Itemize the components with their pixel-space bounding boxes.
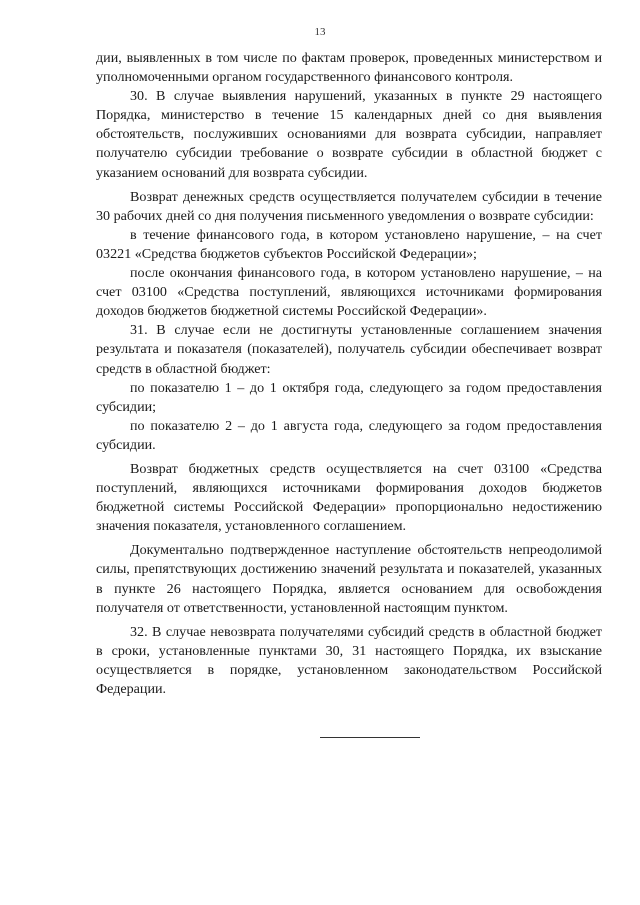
paragraph-item-31: 31. В случае если не достигнуты установленные соглашением значения результата и показателя (показателей), получатель субсидии обеспечивает возврат средств в областной бюджет: xyxy=(96,322,602,377)
paragraph-account-03221: в течение финансового года, в котором установлено нарушение, – на счет 03221 «Средства бюджетов субъектов Российской Федерации»; xyxy=(96,226,602,262)
paragraph-indicator-2: по показателю 2 – до 1 августа года, следующего за годом предоставления субсидии. xyxy=(96,417,602,453)
document-body xyxy=(96,49,602,699)
paragraph-item-32: 32. В случае невозврата получателями субсидий средств в областной бюджет в сроки, установленные пунктами 30, 31 настоящего Порядка, их взыскание осуществляется в порядке, установленном законодательством Российской Федерации. xyxy=(96,623,602,697)
paragraph-continuation: дии, выявленных в том числе по фактам проверок, проведенных министерством и уполномоченными органом государственного финансового контроля. xyxy=(96,50,602,86)
paragraph-force-majeure: Документально подтвержденное наступление обстоятельств непреодолимой силы, препятствующих достижению значений результата и показателей, указанных в пункте 26 настоящего Порядка, является основанием для освобождения получателя от ответственности, установленной настоящим пунктом. xyxy=(96,542,602,616)
paragraph-indicator-1: по показателю 1 – до 1 октября года, следующего за годом предоставления субсидии; xyxy=(96,379,602,415)
end-of-document-rule xyxy=(320,737,420,738)
page-number: 13 xyxy=(314,26,326,38)
paragraph-budget-refund: Возврат бюджетных средств осуществляется на счет 03100 «Средства поступлений, являющихся источниками формирования доходов бюджетов бюджетной системы Российской Федерации» пропорционально недостижению значения показателя, установленного соглашением. xyxy=(96,460,602,535)
paragraph-account-03100: после окончания финансового года, в котором установлено нарушение, – на счет 03100 «Средства поступлений, являющихся источниками формирования доходов бюджетов бюджетной системы Российской Федерации». xyxy=(96,265,602,320)
paragraph-item-30: 30. В случае выявления нарушений, указанных в пункте 29 настоящего Порядка, министерство в течение 15 календарных дней со дня выявления обстоятельств, послуживших основаниями для возврата субсидии, направляет получателю субсидии требование о возврате субсидии в областной бюджет с указанием оснований для возврата субсидии. xyxy=(96,88,602,181)
paragraph-refund-terms: Возврат денежных средств осуществляется получателем субсидии в течение 30 рабочих дней со дня получения письменного уведомления о возврате субсидии: xyxy=(96,188,602,224)
